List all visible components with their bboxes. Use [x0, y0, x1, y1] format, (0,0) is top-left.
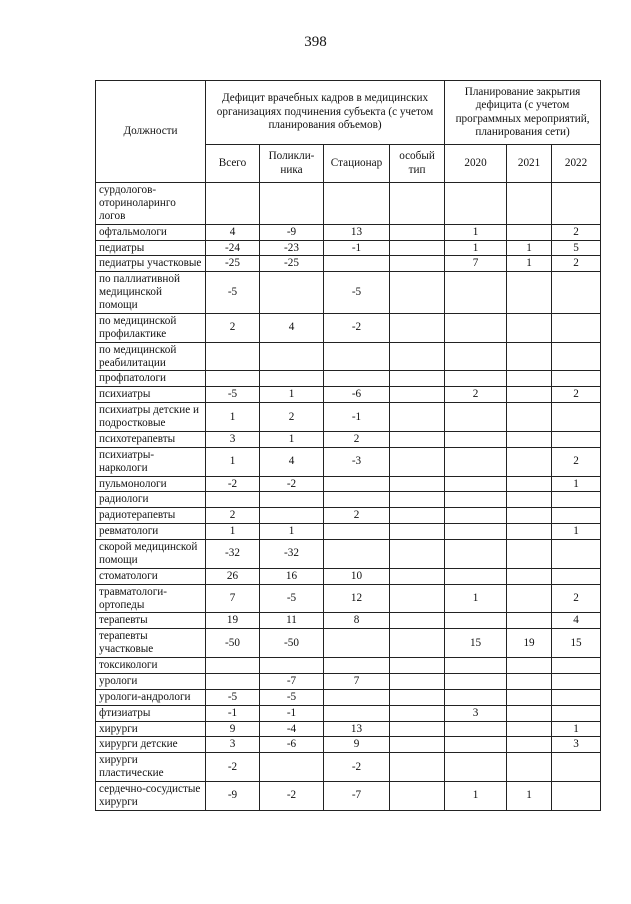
- cell-2021: [507, 584, 552, 613]
- header-special: особый тип: [390, 145, 445, 183]
- cell-2020: [445, 342, 507, 371]
- cell-total: [206, 492, 260, 508]
- table-row: [96, 689, 601, 705]
- cell-total: -50: [206, 629, 260, 658]
- cell-special: [390, 568, 445, 584]
- cell-polyclinic: -7: [260, 673, 324, 689]
- cell-hospital: [324, 540, 390, 569]
- cell-2020: [445, 540, 507, 569]
- cell-hospital: [324, 629, 390, 658]
- cell-2022: [552, 508, 601, 524]
- page-number: 398: [304, 34, 327, 50]
- cell-total: [206, 673, 260, 689]
- cell-position: стоматологи: [96, 568, 206, 584]
- table-row: [96, 183, 601, 225]
- cell-position: хирурги пластические: [96, 753, 206, 782]
- cell-polyclinic: -25: [260, 256, 324, 272]
- cell-2021: [507, 658, 552, 674]
- cell-2021: [507, 403, 552, 432]
- cell-2022: [552, 658, 601, 674]
- cell-2020: [445, 403, 507, 432]
- cell-hospital: -2: [324, 753, 390, 782]
- cell-2022: [552, 492, 601, 508]
- cell-polyclinic: [260, 508, 324, 524]
- cell-2021: [507, 224, 552, 240]
- cell-hospital: -6: [324, 387, 390, 403]
- cell-special: [390, 629, 445, 658]
- cell-2020: [445, 689, 507, 705]
- cell-hospital: [324, 689, 390, 705]
- cell-2021: [507, 524, 552, 540]
- cell-position: терапевты: [96, 613, 206, 629]
- cell-2022: [552, 568, 601, 584]
- cell-position: психиатры-наркологи: [96, 447, 206, 476]
- cell-2022: 15: [552, 629, 601, 658]
- cell-2022: [552, 431, 601, 447]
- cell-hospital: 2: [324, 431, 390, 447]
- cell-2020: [445, 753, 507, 782]
- cell-2022: [552, 313, 601, 342]
- cell-2021: [507, 721, 552, 737]
- cell-polyclinic: [260, 272, 324, 314]
- table-row: [96, 256, 601, 272]
- table-row: [96, 492, 601, 508]
- header-2022: 2022: [552, 145, 601, 183]
- cell-total: 2: [206, 313, 260, 342]
- cell-hospital: 12: [324, 584, 390, 613]
- cell-hospital: -7: [324, 782, 390, 811]
- cell-polyclinic: 2: [260, 403, 324, 432]
- table-row: [96, 272, 601, 314]
- cell-total: 2: [206, 508, 260, 524]
- cell-2021: [507, 613, 552, 629]
- cell-position: сурдологов-оториноларинго логов: [96, 183, 206, 225]
- cell-position: профпатологи: [96, 371, 206, 387]
- cell-position: психиатры детские и подростковые: [96, 403, 206, 432]
- cell-polyclinic: -5: [260, 689, 324, 705]
- cell-hospital: 7: [324, 673, 390, 689]
- cell-hospital: [324, 705, 390, 721]
- table-row: [96, 705, 601, 721]
- cell-polyclinic: [260, 492, 324, 508]
- cell-special: [390, 342, 445, 371]
- cell-special: [390, 689, 445, 705]
- cell-polyclinic: 4: [260, 313, 324, 342]
- cell-total: -2: [206, 476, 260, 492]
- cell-polyclinic: 11: [260, 613, 324, 629]
- cell-total: -5: [206, 689, 260, 705]
- cell-position: терапевты участковые: [96, 629, 206, 658]
- cell-2022: [552, 403, 601, 432]
- cell-position: радиологи: [96, 492, 206, 508]
- cell-total: 9: [206, 721, 260, 737]
- cell-polyclinic: -23: [260, 240, 324, 256]
- cell-hospital: [324, 492, 390, 508]
- cell-total: 7: [206, 584, 260, 613]
- cell-total: 19: [206, 613, 260, 629]
- cell-2020: [445, 447, 507, 476]
- cell-special: [390, 737, 445, 753]
- cell-2021: [507, 431, 552, 447]
- cell-2022: [552, 782, 601, 811]
- cell-special: [390, 492, 445, 508]
- cell-special: [390, 447, 445, 476]
- cell-2020: [445, 476, 507, 492]
- cell-2022: [552, 753, 601, 782]
- cell-polyclinic: 1: [260, 524, 324, 540]
- cell-2022: [552, 272, 601, 314]
- table-row: [96, 721, 601, 737]
- cell-position: педиатры участковые: [96, 256, 206, 272]
- header-2021: 2021: [507, 145, 552, 183]
- cell-total: [206, 342, 260, 371]
- cell-2021: [507, 753, 552, 782]
- cell-polyclinic: 4: [260, 447, 324, 476]
- cell-total: 1: [206, 524, 260, 540]
- cell-2021: [507, 568, 552, 584]
- cell-position: психиатры: [96, 387, 206, 403]
- cell-position: офтальмологи: [96, 224, 206, 240]
- cell-hospital: [324, 183, 390, 225]
- cell-total: -9: [206, 782, 260, 811]
- cell-2021: [507, 387, 552, 403]
- cell-2021: [507, 689, 552, 705]
- cell-position: скорой медицинской помощи: [96, 540, 206, 569]
- table-row: [96, 782, 601, 811]
- cell-2022: 2: [552, 447, 601, 476]
- cell-2022: [552, 705, 601, 721]
- cell-position: сердечно-сосудистые хирурги: [96, 782, 206, 811]
- cell-2021: [507, 492, 552, 508]
- table-body: [96, 183, 601, 811]
- cell-2020: [445, 431, 507, 447]
- cell-total: -24: [206, 240, 260, 256]
- cell-2021: [507, 508, 552, 524]
- cell-2020: 1: [445, 224, 507, 240]
- cell-2022: 3: [552, 737, 601, 753]
- cell-2022: [552, 673, 601, 689]
- cell-2022: 2: [552, 584, 601, 613]
- table-row: [96, 403, 601, 432]
- cell-total: 1: [206, 403, 260, 432]
- cell-2022: 5: [552, 240, 601, 256]
- cell-polyclinic: -32: [260, 540, 324, 569]
- cell-2021: [507, 313, 552, 342]
- cell-polyclinic: 1: [260, 387, 324, 403]
- cell-2022: [552, 342, 601, 371]
- table-row: [96, 371, 601, 387]
- cell-total: [206, 658, 260, 674]
- cell-total: -5: [206, 272, 260, 314]
- cell-hospital: [324, 658, 390, 674]
- cell-2022: [552, 371, 601, 387]
- cell-2021: 1: [507, 782, 552, 811]
- cell-total: -2: [206, 753, 260, 782]
- cell-polyclinic: -5: [260, 584, 324, 613]
- cell-position: хирурги: [96, 721, 206, 737]
- cell-special: [390, 313, 445, 342]
- cell-polyclinic: 16: [260, 568, 324, 584]
- cell-2022: [552, 689, 601, 705]
- cell-special: [390, 705, 445, 721]
- cell-special: [390, 256, 445, 272]
- cell-hospital: 10: [324, 568, 390, 584]
- cell-total: -1: [206, 705, 260, 721]
- cell-total: 3: [206, 737, 260, 753]
- table-row: [96, 753, 601, 782]
- cell-2021: 1: [507, 240, 552, 256]
- header-polyclinic: Поликли-ника: [260, 145, 324, 183]
- cell-special: [390, 476, 445, 492]
- table-row: [96, 431, 601, 447]
- cell-polyclinic: [260, 658, 324, 674]
- cell-2022: 4: [552, 613, 601, 629]
- table-row: [96, 524, 601, 540]
- cell-2020: 1: [445, 782, 507, 811]
- cell-special: [390, 387, 445, 403]
- table-row: [96, 673, 601, 689]
- cell-polyclinic: -2: [260, 782, 324, 811]
- cell-2020: [445, 721, 507, 737]
- table-row: [96, 737, 601, 753]
- cell-special: [390, 782, 445, 811]
- cell-polyclinic: 1: [260, 431, 324, 447]
- cell-2020: [445, 371, 507, 387]
- cell-hospital: 8: [324, 613, 390, 629]
- cell-2021: 1: [507, 256, 552, 272]
- table-row: [96, 313, 601, 342]
- cell-2021: [507, 737, 552, 753]
- cell-special: [390, 371, 445, 387]
- cell-polyclinic: -2: [260, 476, 324, 492]
- cell-position: по паллиативной медицинской помощи: [96, 272, 206, 314]
- cell-2021: [507, 705, 552, 721]
- cell-position: педиатры: [96, 240, 206, 256]
- cell-2020: [445, 492, 507, 508]
- cell-special: [390, 524, 445, 540]
- cell-hospital: 13: [324, 721, 390, 737]
- cell-2020: [445, 568, 507, 584]
- table-row: [96, 240, 601, 256]
- header-hospital: Стационар: [324, 145, 390, 183]
- header-plan-group: Планирование закрытия дефицита (с учетом программных мероприятий, планирования сети): [445, 81, 601, 145]
- cell-special: [390, 721, 445, 737]
- cell-2022: 1: [552, 721, 601, 737]
- cell-position: радиотерапевты: [96, 508, 206, 524]
- cell-2020: [445, 613, 507, 629]
- deficit-table: [95, 80, 601, 811]
- cell-2021: [507, 183, 552, 225]
- table-row: [96, 447, 601, 476]
- table-row: [96, 387, 601, 403]
- cell-2021: [507, 673, 552, 689]
- table-row: [96, 658, 601, 674]
- cell-polyclinic: -1: [260, 705, 324, 721]
- cell-total: [206, 371, 260, 387]
- cell-2020: [445, 524, 507, 540]
- cell-2022: 2: [552, 387, 601, 403]
- cell-hospital: [324, 256, 390, 272]
- cell-polyclinic: -50: [260, 629, 324, 658]
- cell-2021: [507, 371, 552, 387]
- cell-polyclinic: -9: [260, 224, 324, 240]
- cell-hospital: -1: [324, 403, 390, 432]
- cell-total: -5: [206, 387, 260, 403]
- cell-2022: 1: [552, 476, 601, 492]
- cell-hospital: [324, 371, 390, 387]
- cell-2020: 2: [445, 387, 507, 403]
- cell-2021: [507, 476, 552, 492]
- cell-2022: [552, 540, 601, 569]
- cell-2020: 15: [445, 629, 507, 658]
- cell-hospital: -3: [324, 447, 390, 476]
- cell-total: 4: [206, 224, 260, 240]
- cell-total: 3: [206, 431, 260, 447]
- cell-total: 26: [206, 568, 260, 584]
- cell-2020: [445, 313, 507, 342]
- cell-position: психотерапевты: [96, 431, 206, 447]
- cell-hospital: -5: [324, 272, 390, 314]
- cell-2020: [445, 658, 507, 674]
- cell-special: [390, 183, 445, 225]
- cell-special: [390, 431, 445, 447]
- cell-special: [390, 272, 445, 314]
- cell-special: [390, 403, 445, 432]
- cell-2021: [507, 272, 552, 314]
- cell-polyclinic: -6: [260, 737, 324, 753]
- cell-total: [206, 183, 260, 225]
- cell-position: урологи-андрологи: [96, 689, 206, 705]
- table-row: [96, 629, 601, 658]
- cell-special: [390, 584, 445, 613]
- cell-polyclinic: -4: [260, 721, 324, 737]
- cell-position: ревматологи: [96, 524, 206, 540]
- header-2020: 2020: [445, 145, 507, 183]
- cell-hospital: 2: [324, 508, 390, 524]
- cell-position: травматологи-ортопеды: [96, 584, 206, 613]
- cell-2021: [507, 540, 552, 569]
- cell-2022: [552, 183, 601, 225]
- cell-2020: [445, 737, 507, 753]
- cell-hospital: [324, 476, 390, 492]
- cell-hospital: -1: [324, 240, 390, 256]
- table-row: [96, 613, 601, 629]
- cell-polyclinic: [260, 342, 324, 371]
- cell-2020: 3: [445, 705, 507, 721]
- cell-position: по медицинской реабилитации: [96, 342, 206, 371]
- cell-2021: [507, 447, 552, 476]
- cell-special: [390, 673, 445, 689]
- cell-total: -25: [206, 256, 260, 272]
- cell-2020: 1: [445, 240, 507, 256]
- cell-position: пульмонологи: [96, 476, 206, 492]
- cell-polyclinic: [260, 753, 324, 782]
- cell-position: токсикологи: [96, 658, 206, 674]
- cell-special: [390, 540, 445, 569]
- cell-position: хирурги детские: [96, 737, 206, 753]
- cell-2022: 2: [552, 224, 601, 240]
- cell-2021: 19: [507, 629, 552, 658]
- cell-hospital: -2: [324, 313, 390, 342]
- cell-position: урологи: [96, 673, 206, 689]
- table-row: [96, 568, 601, 584]
- cell-special: [390, 658, 445, 674]
- cell-2020: [445, 673, 507, 689]
- table-row: [96, 584, 601, 613]
- header-deficit-group: Дефицит врачебных кадров в медицинских организациях подчинения субъекта (с учетом планирования объемов): [206, 81, 445, 145]
- cell-polyclinic: [260, 183, 324, 225]
- cell-2020: [445, 183, 507, 225]
- cell-2020: [445, 508, 507, 524]
- table-row: [96, 508, 601, 524]
- header-position: Должности: [96, 81, 206, 183]
- cell-hospital: [324, 524, 390, 540]
- cell-hospital: 13: [324, 224, 390, 240]
- table-row: [96, 224, 601, 240]
- header-total: Всего: [206, 145, 260, 183]
- cell-2022: 2: [552, 256, 601, 272]
- cell-special: [390, 753, 445, 782]
- cell-2021: [507, 342, 552, 371]
- cell-2020: 1: [445, 584, 507, 613]
- cell-2020: [445, 272, 507, 314]
- cell-polyclinic: [260, 371, 324, 387]
- cell-position: по медицинской профилактике: [96, 313, 206, 342]
- cell-total: 1: [206, 447, 260, 476]
- table-row: [96, 540, 601, 569]
- cell-special: [390, 613, 445, 629]
- cell-special: [390, 224, 445, 240]
- cell-2022: 1: [552, 524, 601, 540]
- cell-special: [390, 508, 445, 524]
- cell-2020: 7: [445, 256, 507, 272]
- table-row: [96, 476, 601, 492]
- table-row: [96, 342, 601, 371]
- cell-hospital: [324, 342, 390, 371]
- cell-position: фтизиатры: [96, 705, 206, 721]
- cell-hospital: 9: [324, 737, 390, 753]
- cell-total: -32: [206, 540, 260, 569]
- cell-special: [390, 240, 445, 256]
